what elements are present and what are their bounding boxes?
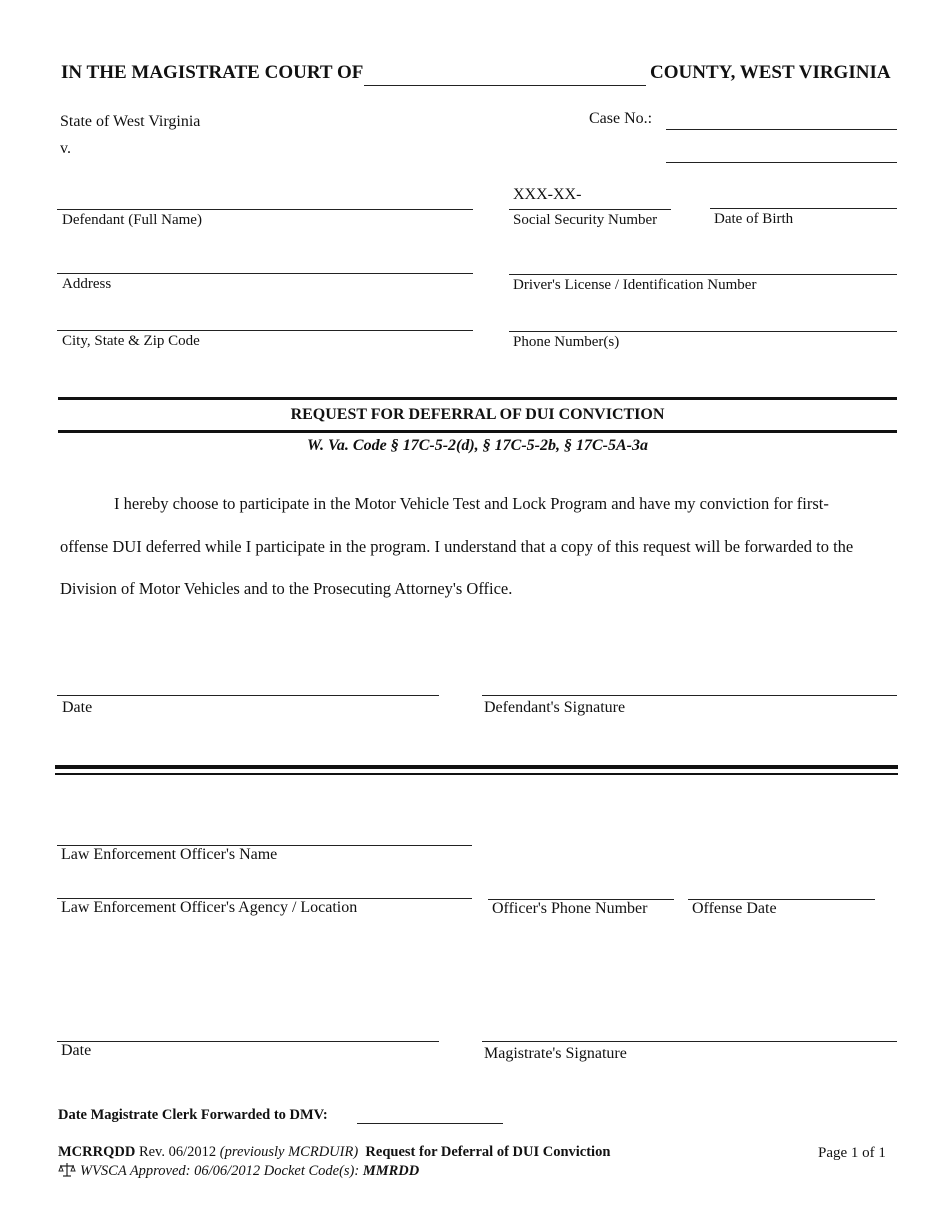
license-line <box>509 274 897 275</box>
footer-form-line <box>58 1144 610 1161</box>
ssn-input[interactable] <box>586 186 670 208</box>
defendant-name-label: Defendant (Full Name) <box>62 212 202 228</box>
form-revision: Rev. 06/2012 <box>135 1144 220 1160</box>
defendant-name-input[interactable] <box>60 186 470 208</box>
case-no-input-2[interactable] <box>668 139 895 161</box>
ssn-line <box>509 209 671 210</box>
phone-input[interactable] <box>512 308 895 330</box>
officer-name-label: Law Enforcement Officer's Name <box>61 846 278 863</box>
officer-phone-label: Officer's Phone Number <box>492 900 648 917</box>
dob-line <box>710 208 897 209</box>
form-code: MCRRQDD <box>58 1144 136 1160</box>
magistrate-signature-line <box>482 1041 897 1042</box>
offense-date-input[interactable] <box>690 876 873 898</box>
title-rule-top <box>58 397 897 400</box>
officer-agency-input[interactable] <box>60 875 469 897</box>
footer-approval-line <box>58 1162 419 1183</box>
address-input[interactable] <box>60 250 470 272</box>
defendant-signature-label: Defendant's Signature <box>484 699 626 716</box>
approval-text: WVSCA Approved: 06/06/2012 Docket Code(s): <box>80 1163 363 1179</box>
court-title-suffix: COUNTY, WEST VIRGINIA <box>650 62 891 83</box>
previous-form-code: (previously MCRDUIR) <box>219 1144 359 1160</box>
defendant-date-line <box>57 695 439 696</box>
dmv-forwarded-input[interactable] <box>359 1100 501 1122</box>
case-no-label: Case No.: <box>589 110 653 127</box>
request-text-line-1: I hereby choose to participate in the Motor Vehicle Test and Lock Program and have my conviction for first- <box>114 494 829 513</box>
defendant-date-input[interactable] <box>60 672 436 694</box>
dob-input[interactable] <box>712 185 895 207</box>
request-text-line-2: offense DUI deferred while I participate in the program. I understand that a copy of this request will be forwarded to the <box>60 537 854 556</box>
phone-line <box>509 331 897 332</box>
ssn-prefix: XXX-XX- <box>513 186 582 203</box>
license-label: Driver's License / Identification Number <box>513 277 757 293</box>
county-line <box>364 85 646 86</box>
section-separator-bottom <box>55 773 898 775</box>
court-title-prefix: IN THE MAGISTRATE COURT OF <box>61 62 364 83</box>
versus-text: v. <box>60 140 71 157</box>
address-label: Address <box>62 276 112 292</box>
officer-agency-label: Law Enforcement Officer's Agency / Location <box>61 899 358 916</box>
dmv-forwarded-line <box>357 1123 503 1124</box>
state-party: State of West Virginia <box>60 113 201 130</box>
address-line <box>57 273 473 274</box>
phone-label: Phone Number(s) <box>513 334 620 350</box>
ssn-label: Social Security Number <box>513 212 658 228</box>
case-no-line-1 <box>666 129 897 130</box>
code-reference: W. Va. Code § 17C-5-2(d), § 17C-5-2b, § 17C-5A-3a <box>306 437 649 454</box>
county-input[interactable] <box>366 62 644 84</box>
defendant-signature-line <box>482 695 897 696</box>
section-separator-top <box>55 765 898 769</box>
dmv-forwarded-label: Date Magistrate Clerk Forwarded to DMV: <box>58 1107 328 1123</box>
request-text-line-3: Division of Motor Vehicles and to the Prosecuting Attorney's Office. <box>60 579 513 598</box>
offense-date-label: Offense Date <box>692 900 777 917</box>
officer-name-input[interactable] <box>60 822 469 844</box>
page-number: Page 1 of 1 <box>818 1145 886 1161</box>
city-line <box>57 330 473 331</box>
request-title: REQUEST FOR DEFERRAL OF DUI CONVICTION <box>290 406 665 423</box>
license-input[interactable] <box>512 251 895 273</box>
magistrate-date-label: Date <box>61 1042 92 1059</box>
scales-icon <box>58 1162 76 1183</box>
defendant-date-label: Date <box>62 699 93 716</box>
city-input[interactable] <box>60 307 470 329</box>
case-no-line-2 <box>666 162 897 163</box>
magistrate-date-line <box>57 1041 439 1042</box>
title-rule-bottom <box>58 430 897 433</box>
city-label: City, State & Zip Code <box>62 333 200 349</box>
defendant-name-line <box>57 209 473 210</box>
officer-phone-input[interactable] <box>490 876 672 898</box>
case-no-input-1[interactable] <box>668 106 895 128</box>
magistrate-signature-label: Magistrate's Signature <box>484 1045 627 1062</box>
magistrate-date-input[interactable] <box>60 1018 436 1040</box>
form-title: Request for Deferral of DUI Conviction <box>358 1144 611 1160</box>
docket-code: MMRDD <box>362 1163 420 1179</box>
dob-label: Date of Birth <box>714 211 794 227</box>
